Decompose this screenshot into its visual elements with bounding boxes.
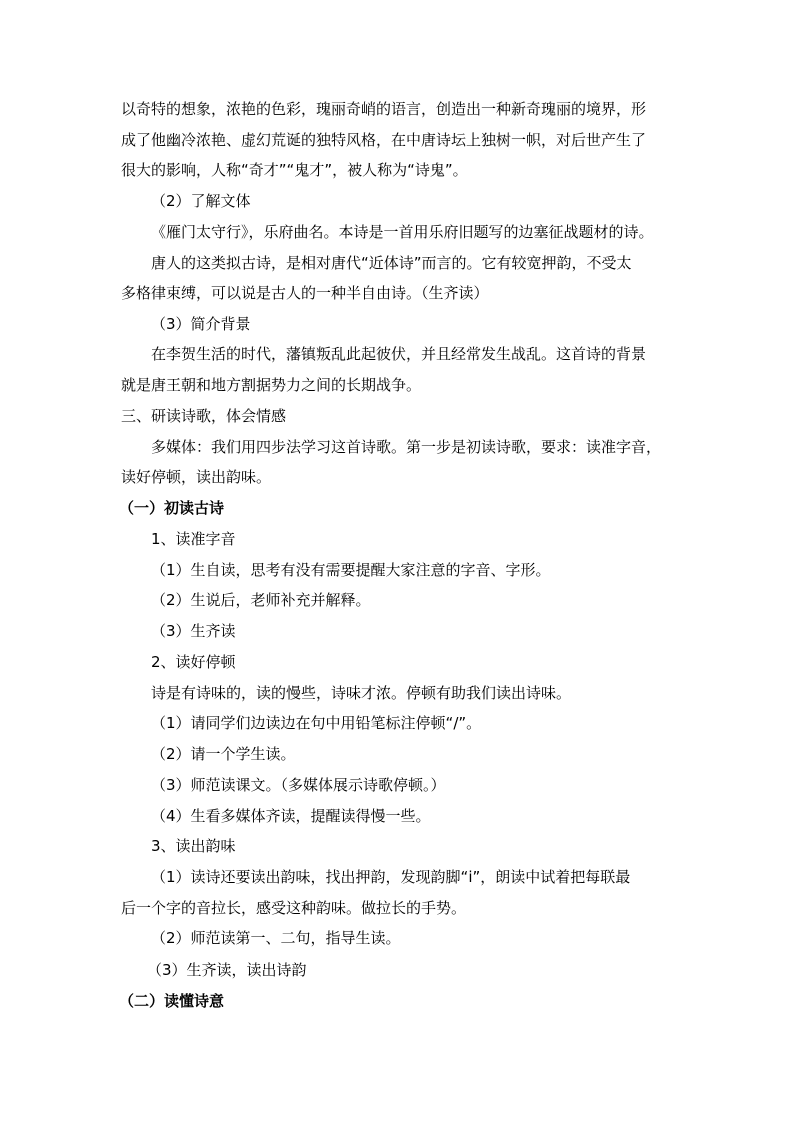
step-heading: 3、读出韵味 (151, 837, 236, 855)
list-item: （3）生齐读，读出诗韵 (147, 961, 307, 979)
paragraph-line: 就是唐王朝和地方割据势力之间的长期战争。 (121, 376, 422, 394)
paragraph-line: 诗是有诗味的，读的慢些，诗味才浓。停顿有助我们读出诗味。 (151, 684, 572, 702)
paragraph-line: 成了他幽冷浓艳、虚幻荒诞的独特风格，在中唐诗坛上独树一帜，对后世产生了 (121, 131, 647, 149)
list-item: （1）生自读，思考有没有需要提醒大家注意的字音、字形。 (151, 561, 551, 579)
part-heading-1: （一）初读古诗 (119, 499, 225, 517)
paragraph-line: 唐人的这类拟古诗，是相对唐代“近体诗”而言的。它有较宽押韵，不受太 (151, 254, 632, 272)
list-item: （3）师范读课文。（多媒体展示诗歌停顿。） (151, 776, 446, 794)
paragraph-line: 在李贺生活的时代，藩镇叛乱此起彼伏，并且经常发生战乱。这首诗的背景 (151, 345, 647, 363)
subsection-heading: （2）了解文体 (151, 192, 251, 210)
step-heading: 1、读准字音 (151, 530, 236, 548)
subsection-heading: （3）简介背景 (151, 315, 251, 333)
section-heading: 三、研读诗歌，体会情感 (121, 407, 287, 425)
paragraph-line: 以奇特的想象，浓艳的色彩，瑰丽奇峭的语言，创造出一种新奇瑰丽的境界，形 (121, 100, 647, 118)
list-item: （4）生看多媒体齐读，提醒读得慢一些。 (151, 807, 431, 825)
list-item: （2）生说后，老师补充并解释。 (151, 591, 371, 609)
paragraph-line: 很大的影响，人称“奇才”“鬼才”，被人称为“诗鬼”。 (121, 161, 468, 179)
paragraph-line: 《雁门太守行》，乐府曲名。本诗是一首用乐府旧题写的边塞征战题材的诗。 (151, 223, 654, 241)
list-item: （1）读诗还要读出韵味，找出押韵，发现韵脚“i”，朗读中试着把每联最 (151, 868, 631, 886)
list-item-continuation: 后一个字的音拉长，感受这种韵味。做拉长的手势。 (121, 899, 467, 917)
step-heading: 2、读好停顿 (151, 653, 236, 671)
paragraph-line: 读好停顿，读出韵味。 (121, 468, 272, 486)
list-item: （2）请一个学生读。 (151, 745, 296, 763)
paragraph-line: 多媒体：我们用四步法学习这首诗歌。第一步是初读诗歌，要求：读准字音， (151, 438, 662, 456)
list-item: （1）请同学们边读边在句中用铅笔标注停顿“/”。 (151, 714, 482, 732)
list-item: （2）师范读第一、二句，指导生读。 (151, 929, 401, 947)
paragraph-line: 多格律束缚，可以说是古人的一种半自由诗。（生齐读） (121, 284, 489, 302)
part-heading-2: （二）读懂诗意 (119, 992, 225, 1010)
list-item: （3）生齐读 (151, 622, 236, 640)
